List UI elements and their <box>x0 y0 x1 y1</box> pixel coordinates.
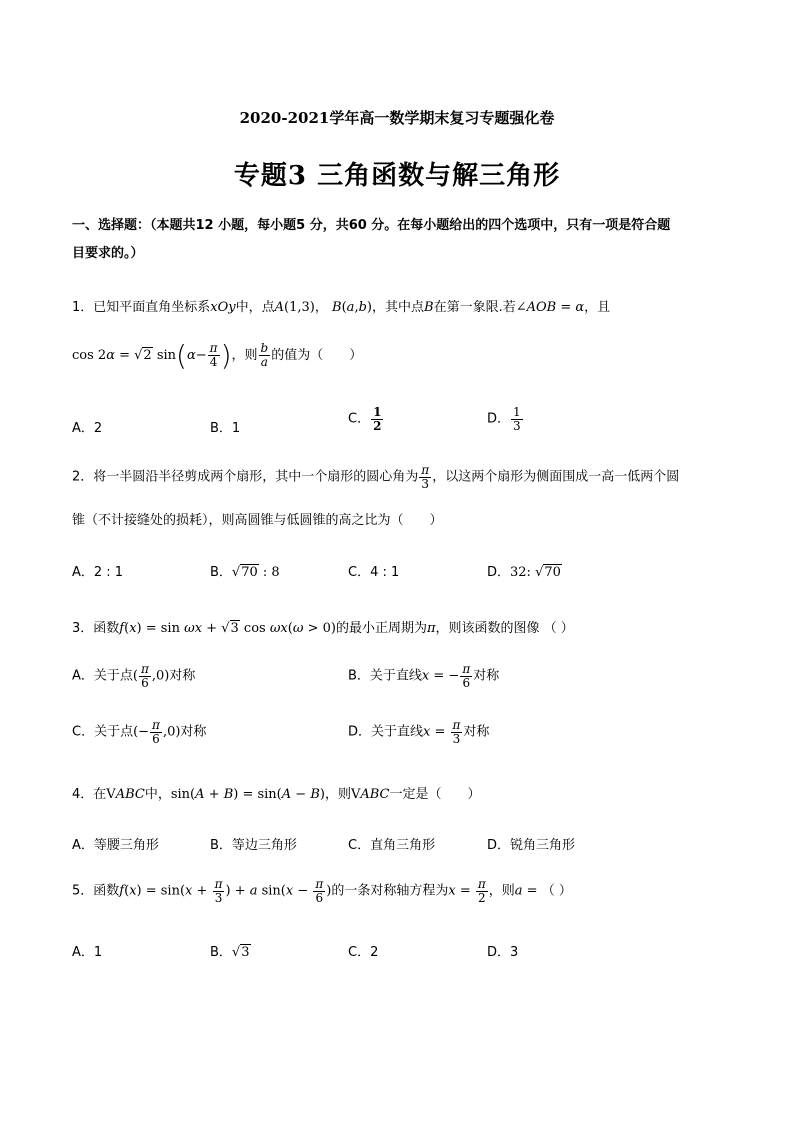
document-title: 专题3 三角函数与解三角形 <box>233 161 561 191</box>
q3-option-d: D．关于直线x = $\frac{\pi}{3}$ 对称 <box>348 718 490 746</box>
q2-option-b: B．√70 : 8 <box>210 565 280 580</box>
q3-option-b: B．关于直线x = − $\frac{\pi}{6}$ 对称 <box>348 662 500 690</box>
question-5-line1: 5．函数f(x) = sin(x + $\frac{\pi}{3}$ ) + a sin(x − $\frac{\pi}{6}$ )的一条对称轴方程为x = $\frac{\pi}{2}$ ，则a = （ ） <box>72 877 572 905</box>
question-2-line2: 锥（不计接缝处的损耗），则高圆锥与低圆锥的高之比为（ ） <box>72 513 443 528</box>
q2-option-c: C．4 : 1 <box>348 565 400 580</box>
question-1-line2: cos 2α = √2 sin(α− $\frac{\pi}{4}$ )，则 $\frac{b}{a}$ 的值为（ ） <box>72 339 363 372</box>
q1-option-c: C． $\frac{1}{2}$ <box>348 405 382 433</box>
q5-option-c: C．2 <box>348 945 379 960</box>
q1-option-a: A．2 <box>72 421 103 436</box>
q5-option-d: D．3 <box>487 945 519 960</box>
q1-option-b: B．1 <box>210 421 241 436</box>
question-2-line1: 2．将一半圆沿半径剪成两个扇形，其中一个扇形的圆心角为 $\frac{\pi}{3}$ ，以这两个扇形为侧面围成一高一低两个圆 <box>72 463 680 491</box>
section-heading <box>72 212 727 268</box>
q3-option-a: A．关于点( $\frac{\pi}{6}$ ,0)对称 <box>72 662 196 690</box>
q4-option-a: A．等腰三角形 <box>72 838 159 853</box>
q3-option-c: C．关于点(− $\frac{\pi}{6}$ ,0)对称 <box>72 718 207 746</box>
q4-option-c: C．直角三角形 <box>348 838 436 853</box>
document-subtitle: 2020-2021学年高一数学期末复习专题强化卷 <box>239 109 555 127</box>
section-heading-line2: 目要求的。） <box>72 246 144 261</box>
question-4-line1: 4．在VABC中，sin(A + B) = sin(A − B)，则VABC一定是（ ） <box>72 787 481 802</box>
section-heading-line1: 一、选择题：（本题共12 小题，每小题5 分，共60 分。在每小题给出的四个选项中，只有一项是符合题 <box>72 218 671 233</box>
q1-option-d: D． $\frac{1}{3}$ <box>487 405 521 433</box>
q5-option-b: B．√3 <box>210 945 250 960</box>
q2-option-d: D．32: √70 <box>487 565 561 580</box>
question-1-line1: 1．已知平面直角坐标系xOy中，点A(1,3)， B(a,b)，其中点B在第一象限.若∠AOB = α，且 <box>72 300 611 315</box>
q5-option-a: A．1 <box>72 945 103 960</box>
q2-option-a: A．2 : 1 <box>72 565 124 580</box>
q4-option-d: D．锐角三角形 <box>487 838 576 853</box>
question-3-line1: 3．函数f(x) = sin ωx + √3 cos ωx(ω > 0)的最小正周期为π，则该函数的图像 （ ） <box>72 621 574 636</box>
q4-option-b: B．等边三角形 <box>210 838 297 853</box>
